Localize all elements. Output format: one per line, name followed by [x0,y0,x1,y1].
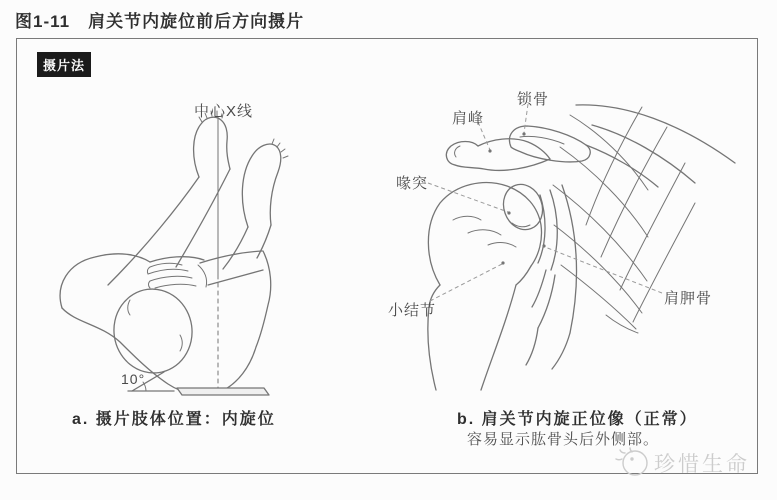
watermark-text: 珍惜生命 [654,453,750,476]
page-title: 图1-11 肩关节内旋位前后方向摄片 [15,12,305,31]
humerus-outline [428,183,542,390]
figure-a-drawing [40,95,300,405]
figure-b-drawing [380,85,750,400]
watermark-face-icon [612,445,652,479]
label-scapula: 肩胛骨 [664,290,713,307]
patient-hand [147,263,206,288]
patient-head [109,284,198,378]
figure-b-caption: b. 肩关节内旋正位像（正常） [457,411,698,428]
label-lesser-tubercle: 小结节 [388,302,437,319]
label-clavicle: 锁骨 [517,91,550,108]
section-badge: 摄片法 [37,52,91,77]
label-acromion: 肩峰 [452,110,485,127]
patient-torso [60,251,271,395]
shoulder-top-outlines [576,105,735,183]
acromion-outline [446,139,550,171]
angle-label: 10° [121,371,146,387]
patient-right-leg [223,139,288,269]
clavicle-outline [509,126,658,187]
central-xray-label: 中心X线 [194,103,254,120]
label-coracoid: 喙突 [396,175,429,192]
figure-a-caption: a. 摄片肢体位置：内旋位 [72,411,276,428]
cassette-and-angle [128,372,269,395]
figure-b-note: 容易显示肱骨头后外侧部。 [467,431,660,448]
